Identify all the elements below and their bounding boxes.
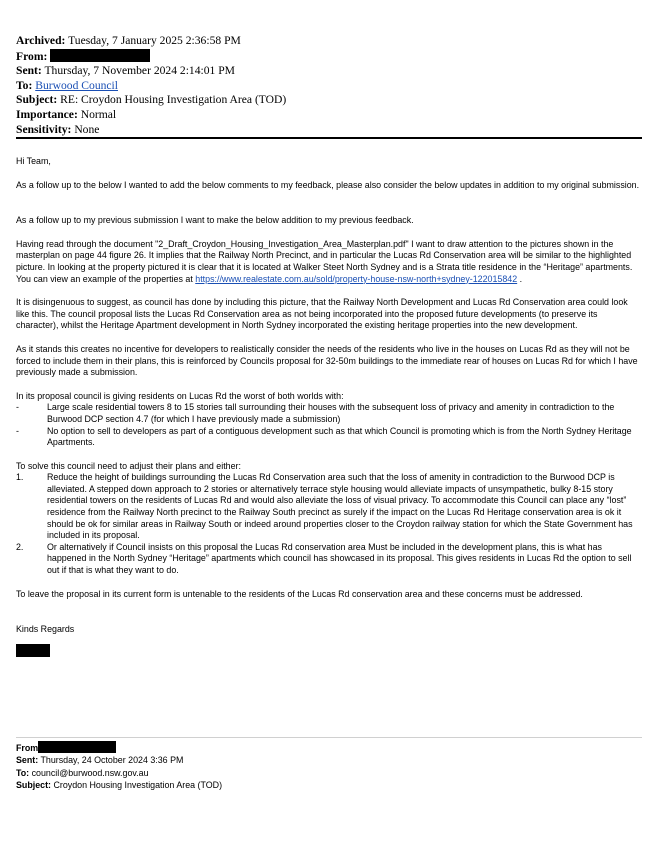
greeting: Hi Team, bbox=[16, 156, 51, 166]
redacted-sender bbox=[50, 49, 150, 62]
paragraph-8: To leave the proposal in its current form is untenable to the residents of the Lucas Rd conservation area and these concerns must be addressed. bbox=[16, 588, 583, 599]
paragraph-1: As a follow up to the below I wanted to add the below comments to my feedback, please also consider the below updates in addition to my original submission. bbox=[16, 179, 640, 190]
subject-row: Subject: RE: Croydon Housing Investigation Area (TOD) bbox=[16, 93, 287, 107]
email-body bbox=[16, 156, 640, 658]
to-recipient-link[interactable]: Burwood Council bbox=[35, 78, 118, 92]
forwarded-header bbox=[16, 741, 222, 792]
archived-value: Tuesday, 7 January 2025 2:36:58 PM bbox=[68, 34, 241, 47]
redacted-forward-sender bbox=[38, 741, 116, 753]
paragraph-2: As a follow up to my previous submission I want to make the below addition to my previous feedback. bbox=[16, 215, 414, 226]
subject-value: RE: Croydon Housing Investigation Area (TOD) bbox=[60, 93, 287, 107]
property-link[interactable]: https://www.realestate.com.au/sold/property-house-nsw-north+sydney-122015842 bbox=[195, 273, 518, 284]
forward-subject-row: Subject: Croydon Housing Investigation Area (TOD) bbox=[16, 780, 223, 791]
sent-row: Sent: Thursday, 7 November 2024 2:14:01 PM bbox=[16, 64, 235, 78]
sensitivity-row: Sensitivity: None bbox=[16, 122, 100, 136]
importance-value: Normal bbox=[80, 107, 117, 121]
header-divider bbox=[16, 137, 642, 139]
forward-to-row: To: council@burwood.nsw.gov.au bbox=[16, 767, 149, 778]
from-row: From: bbox=[16, 49, 286, 65]
forward-sent-row: Sent: Thursday, 24 October 2024 3:36 PM bbox=[16, 755, 184, 766]
sent-value: Thursday, 7 November 2024 2:14:01 PM bbox=[44, 64, 235, 78]
paragraph-6: In its proposal council is giving residents on Lucas Rd the worst of both worlds with: bbox=[16, 390, 344, 401]
list-item: 1. Reduce the height of buildings surrounding the Lucas Rd Conservation area such that the loss of amenity in contradiction to the Burwood DCP is alleviated. A stepped down approach to 2 stories or alternatively terrace style housing would alleviate impacts of unsympathetic, bulky 8-15 story residential towers on the residents of Lucas Rd and would also alleviate the loss of visual privacy. To accommodate this Council can place any “lost” residence from the Railway North precinct to the Railway South precinct as surely if the impact on the Lucas Rd Heritage conservation area is ok it should be ok for similar areas in Railway South or indeed around properties closer to the Croydon railway station for which the State Government has included in its proposal. bbox=[16, 472, 633, 541]
archived-row: Archived: Tuesday, 7 January 2025 2:36:58 PM bbox=[16, 34, 241, 47]
paragraph-3: Having read through the document "2_Draft_Croydon_Housing_Investigation_Area_Masterplan.pdf" I want to draw attention to the pictures shown in the masterplan on page 44 figure 26. It implies that the Railway North Precinct, and in particular the Lucas Rd Conservation area will be similar to the highlighted picture. In looking at the property pictured it is clear that it is located at Walker Steet North Sydney and is a Strata title residence in the “Heritage” apartments. You can view an example of the properties at https://www.realestate.com.au/sold/property-house-nsw-north+sydney-122015842 . bbox=[16, 238, 633, 284]
forward-from-row: From bbox=[16, 741, 222, 754]
to-row: To: Burwood Council bbox=[16, 78, 118, 92]
sensitivity-value: None bbox=[74, 122, 100, 136]
list-item: - No option to sell to developers as part of a contiguous development such as that which Council is promoting which is from the North Sydney Heritage Apartments. bbox=[16, 425, 632, 448]
list-item: - Large scale residential towers 8 to 15 stories tall surrounding their houses with the subsequent loss of privacy and amenity in contradiction to the Burwood DCP section 4.7 (for which I have previously made a submission) bbox=[16, 402, 615, 424]
email-header bbox=[16, 34, 286, 137]
paragraph-5: As it stands this creates no incentive for developers to realistically consider the needs of the residents who live in the houses on Lucas Rd as they will not be forced to include them in their plans, this is reinforced by Councils proposal for 32-50m buildings to the immediate rear of houses on Lucas Rd for which I have previously made a submission. bbox=[16, 343, 638, 378]
forward-divider bbox=[16, 737, 642, 738]
list-item: 2. Or alternatively if Council insists on this proposal the Lucas Rd conservation area Must be included in the development plans, this is what has happened in the North Sydney “Heritage” apartments which council has showcased in its proposal. This gives residents in Lucas Rd the option to sell out if that is what they want to do. bbox=[16, 541, 632, 576]
signoff: Kinds Regards bbox=[16, 624, 75, 635]
paragraph-4: It is disingenuous to suggest, as council has done by including this picture, that the Railway North Development and Lucas Rd Conservation area could look like this. The council proposal lists the Lucas Rd Conservation area as not being incorporated into the proposed future developments (to preserve its character), whilst the Heritage Apartment development in North Sydney incorporated the existing heritage properties into the new development. bbox=[16, 297, 628, 331]
paragraph-7: To solve this council need to adjust their plans and either: bbox=[16, 460, 241, 471]
importance-row: Importance: Normal bbox=[16, 107, 117, 121]
redacted-signature bbox=[16, 644, 50, 657]
